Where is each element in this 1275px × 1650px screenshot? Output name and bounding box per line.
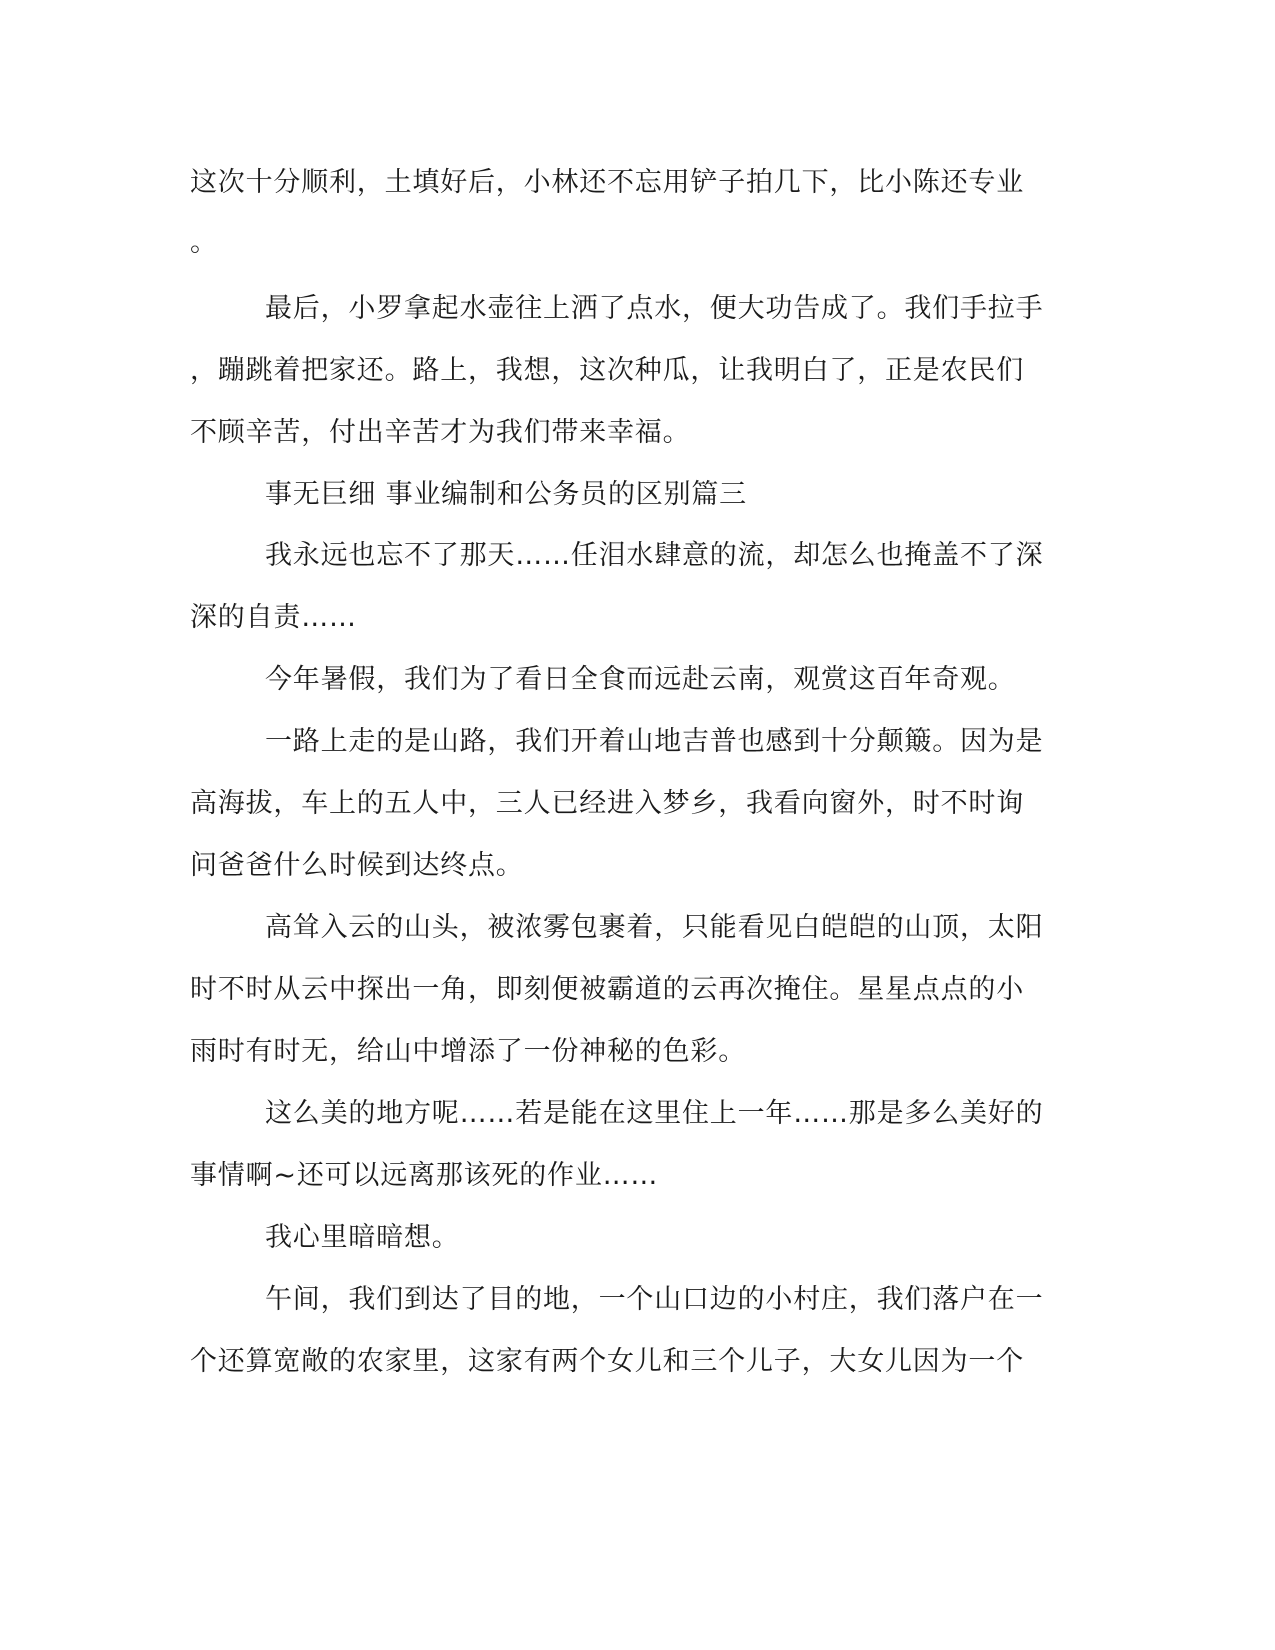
text-line: 午间，我们到达了目的地，一个山口边的小村庄，我们落户在一	[265, 1284, 1044, 1315]
text-line: 最后，小罗拿起水壶往上洒了点水，便大功告成了。我们手拉手	[265, 293, 1044, 324]
text-line: 高耸入云的山头，被浓雾包裹着，只能看见白皑皑的山顶，太阳	[265, 912, 1044, 943]
text-line: 个还算宽敞的农家里，这家有两个女儿和三个儿子，大女儿因为一个	[190, 1346, 1024, 1377]
text-line: 深的自责……	[190, 602, 357, 633]
text-line: 事情啊~还可以远离那该死的作业……	[190, 1160, 659, 1191]
text-line: 。	[190, 227, 218, 258]
text-line: 我永远也忘不了那天……任泪水肆意的流，却怎么也掩盖不了深	[265, 540, 1044, 571]
text-line: 今年暑假，我们为了看日全食而远赴云南，观赏这百年奇观。	[265, 664, 1016, 695]
text-line: 时不时从云中探出一角，即刻便被霸道的云再次掩住。星星点点的小	[190, 974, 1024, 1005]
text-line: 这么美的地方呢……若是能在这里住上一年……那是多么美好的	[265, 1098, 1044, 1129]
text-line: 这次十分顺利，土填好后，小林还不忘用铲子拍几下，比小陈还专业	[190, 167, 1024, 198]
text-line: 一路上走的是山路，我们开着山地吉普也感到十分颠簸。因为是	[265, 726, 1044, 757]
text-line: 我心里暗暗想。	[265, 1222, 460, 1253]
text-line: 问爸爸什么时候到达终点。	[190, 850, 524, 881]
text-line: 高海拔，车上的五人中，三人已经进入梦乡，我看向窗外，时不时询	[190, 788, 1024, 819]
text-line: 雨时有时无，给山中增添了一份神秘的色彩。	[190, 1036, 746, 1067]
text-line: ，蹦跳着把家还。路上，我想，这次种瓜，让我明白了，正是农民们	[190, 355, 1024, 386]
text-line: 不顾辛苦，付出辛苦才为我们带来幸福。	[190, 417, 691, 448]
section-heading: 事无巨细 事业编制和公务员的区别篇三	[265, 479, 747, 510]
